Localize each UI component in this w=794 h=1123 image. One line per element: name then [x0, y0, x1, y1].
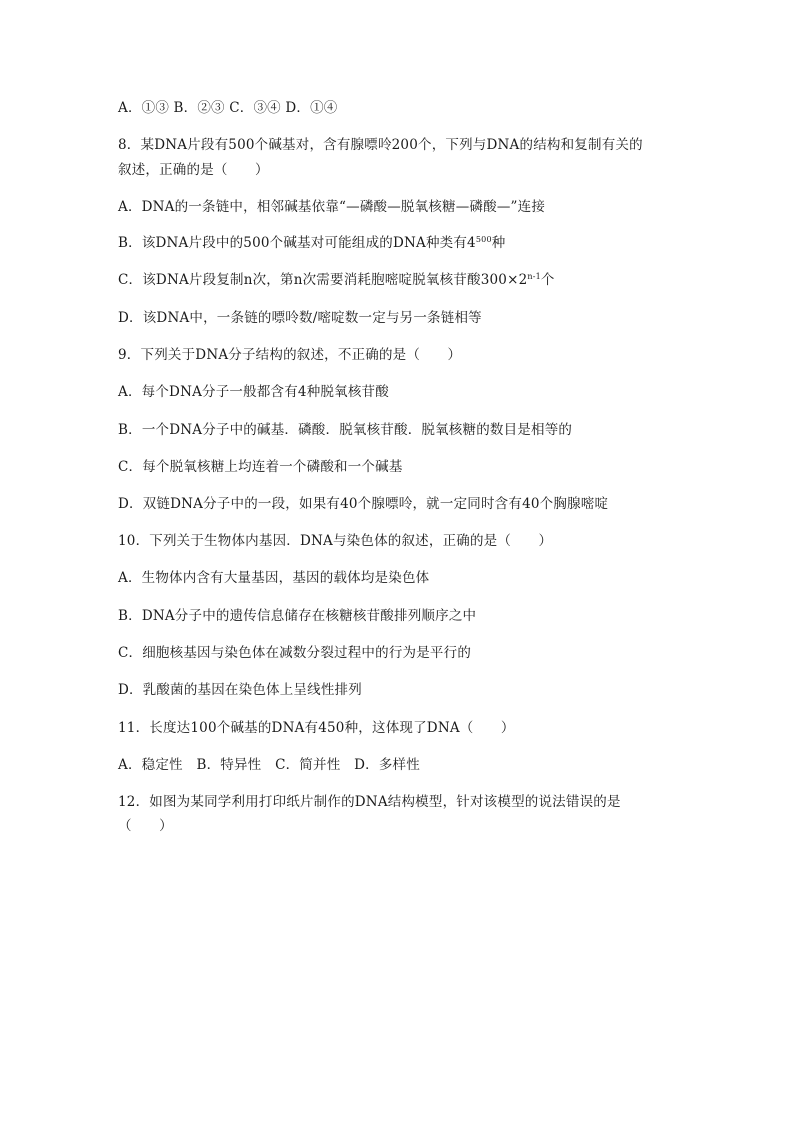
- q8-option-b-tail: 种: [491, 235, 506, 251]
- q9-option-c: C．每个脱氧核糖上均连着一个磷酸和一个碱基: [118, 459, 403, 475]
- q9-option-b: B．一个DNA分子中的碱基．磷酸．脱氧核苷酸．脱氧核糖的数目是相等的: [118, 422, 573, 438]
- q12-stem-line1: 12．如图为某同学利用打印纸片制作的DNA结构模型，针对该模型的说法错误的是: [118, 794, 621, 810]
- q11-stem: 11．长度达100个碱基的DNA有450种，这体现了DNA（ ）: [118, 720, 515, 736]
- q8-stem-line2: 叙述，正确的是（ ）: [118, 162, 269, 178]
- q10-option-b: B．DNA分子中的遗传信息储存在核糖核苷酸排列顺序之中: [118, 608, 477, 624]
- q9-stem: 9．下列关于DNA分子结构的叙述，不正确的是（ ）: [118, 347, 462, 363]
- q9-option-a: A．每个DNA分子一般都含有4种脱氧核苷酸: [118, 384, 389, 400]
- q8-option-b-text: B．该DNA片段中的500个碱基对可能组成的DNA种类有4: [118, 235, 476, 251]
- q8-option-c-text: C．该DNA片段复制n次，第n次需要消耗胞嘧啶脱氧核苷酸300×2: [118, 272, 528, 288]
- q11-options: A．稳定性 B．特异性 C．简并性 D．多样性: [118, 757, 420, 773]
- q12-stem-line2: （ ）: [118, 818, 173, 834]
- q10-stem: 10．下列关于生物体内基因．DNA与染色体的叙述，正确的是（ ）: [118, 533, 553, 549]
- q9-option-d: D．双链DNA分子中的一段，如果有40个腺嘌呤，就一定同时含有40个胸腺嘧啶: [118, 496, 609, 512]
- q10-option-d: D．乳酸菌的基因在染色体上呈线性排列: [118, 682, 362, 698]
- q8-option-c-tail: 个: [540, 272, 555, 288]
- q8-stem-line1: 8．某DNA片段有500个碱基对，含有腺嘌呤200个，下列与DNA的结构和复制有关的: [118, 137, 643, 153]
- q8-option-a: A．DNA的一条链中，相邻碱基依靠“—磷酸—脱氧核糖—磷酸—”连接: [118, 199, 546, 215]
- q7-options: A．①③ B．②③ C．③④ D．①④: [118, 100, 338, 116]
- q8-option-c-exponent: n-1: [527, 272, 541, 281]
- q8-option-b: [118, 232, 688, 254]
- q10-option-c: C．细胞核基因与染色体在减数分裂过程中的行为是平行的: [118, 645, 472, 661]
- q8-option-b-exponent: 500: [475, 235, 492, 244]
- q8-option-d: D．该DNA中，一条链的嘌呤数/嘧啶数一定与另一条链相等: [118, 310, 482, 326]
- q8-option-c: [118, 269, 688, 291]
- q10-option-a: A．生物体内含有大量基因，基因的载体均是染色体: [118, 570, 430, 586]
